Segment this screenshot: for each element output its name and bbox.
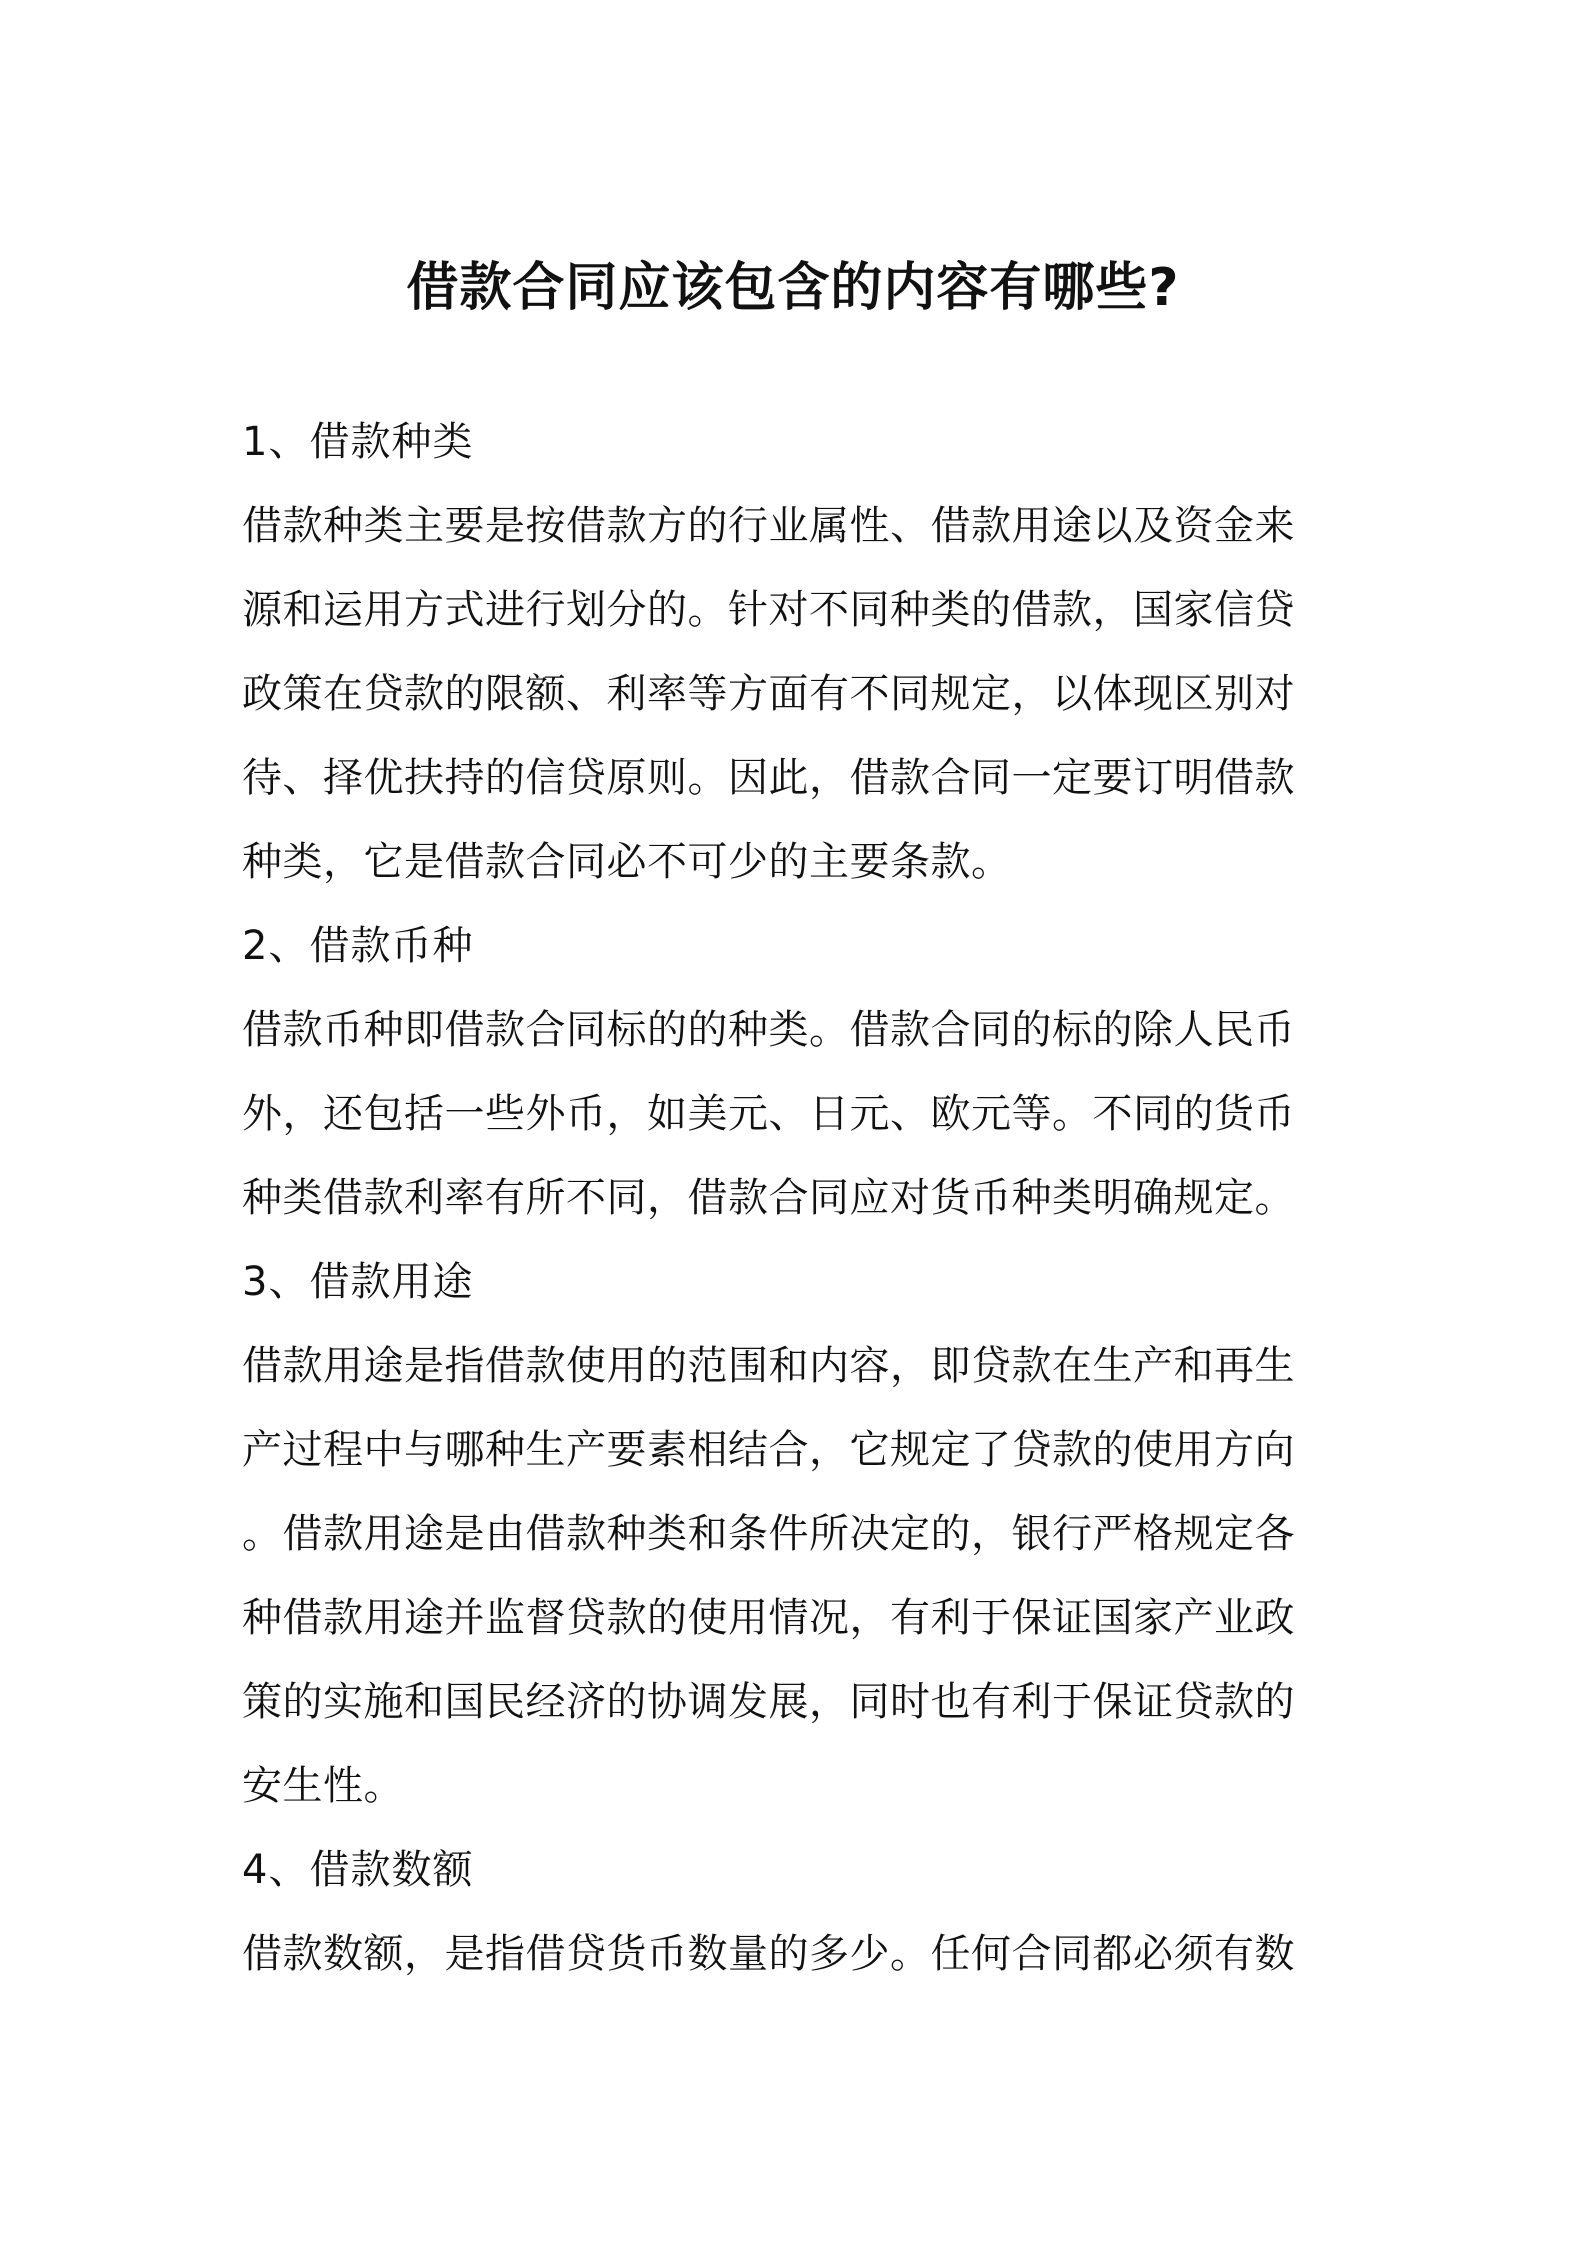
paragraph-line: 政策在贷款的限额、利率等方面有不同规定，以体现区别对 xyxy=(242,671,1295,717)
document-title: 借款合同应该包含的内容有哪些? xyxy=(406,258,1180,318)
section-loan-amount xyxy=(242,1828,1352,1996)
paragraph-line: 源和运用方式进行划分的。针对不同种类的借款，国家信贷 xyxy=(242,587,1295,633)
paragraph-line: 产过程中与哪种生产要素相结合，它规定了贷款的使用方向 xyxy=(242,1427,1295,1473)
paragraph-line: 借款数额，是指借贷货币数量的多少。任何合同都必须有数 xyxy=(242,1931,1295,1977)
section-heading: 4、借款数额 xyxy=(242,1847,474,1893)
paragraph-line: 。借款用途是由借款种类和条件所决定的，银行严格规定各 xyxy=(242,1511,1295,1557)
paragraph-line: 借款用途是指借款使用的范围和内容，即贷款在生产和再生 xyxy=(242,1343,1295,1389)
paragraph-line: 借款种类主要是按借款方的行业属性、借款用途以及资金来 xyxy=(242,503,1295,549)
paragraph-line: 种类借款利率有所不同，借款合同应对货币种类明确规定。 xyxy=(242,1175,1295,1221)
paragraph-line: 种类，它是借款合同必不可少的主要条款。 xyxy=(242,839,1012,885)
paragraph-line: 策的实施和国民经济的协调发展，同时也有利于保证贷款的 xyxy=(242,1679,1295,1725)
paragraph-line: 种借款用途并监督贷款的使用情况，有利于保证国家产业政 xyxy=(242,1595,1295,1641)
document-body xyxy=(242,400,1352,1996)
paragraph-line: 借款币种即借款合同标的的种类。借款合同的标的除人民币 xyxy=(242,1007,1295,1053)
section-heading: 3、借款用途 xyxy=(242,1259,474,1305)
paragraph-line: 待、择优扶持的信贷原则。因此，借款合同一定要订明借款 xyxy=(242,755,1295,801)
paragraph-line: 安生性。 xyxy=(242,1763,404,1809)
section-loan-currency xyxy=(242,904,1352,1240)
section-loan-type xyxy=(242,400,1352,904)
section-loan-purpose xyxy=(242,1240,1352,1828)
paragraph-line: 外，还包括一些外币，如美元、日元、欧元等。不同的货币 xyxy=(242,1091,1295,1137)
section-heading: 2、借款币种 xyxy=(242,923,474,969)
section-heading: 1、借款种类 xyxy=(242,419,474,465)
